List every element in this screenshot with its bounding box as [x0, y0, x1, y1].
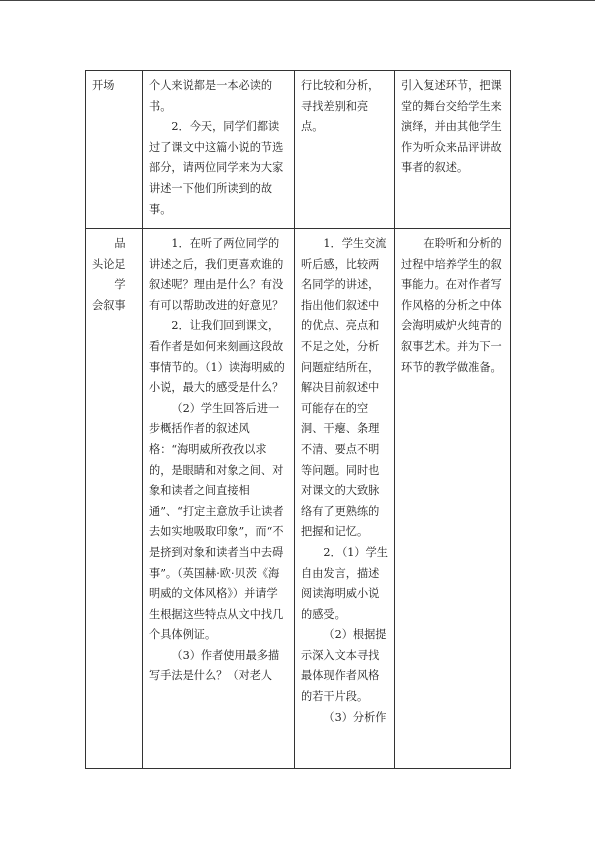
student-activity-cell	[295, 71, 395, 229]
table-row	[86, 229, 511, 769]
student-paragraph: 1．学生交流听后感，比较两名同学的讲述，指出他们叙述中的优点、亮点和不足之处，分析问题症结所在，解决目前叙述中可能存在的空洞、干瘪、条理不清、要点不明等问题。同时也对课文的大致脉络有了更熟练的把握和记忆。	[301, 237, 387, 539]
student-paragraph: （2）根据提示深入文本寻找最体现作者风格的若干片段。	[301, 628, 387, 704]
purpose-paragraph: 引入复述环节，把课堂的舞台交给学生来演绎，并由其他学生作为听众来品评讲故事者的叙述。	[401, 79, 502, 175]
teacher-activity-cell	[143, 229, 295, 769]
teacher-paragraph: （3）作者使用最多描写手法是什么？（对老人	[149, 648, 280, 683]
student-paragraph: 行比较和分析，寻找差别和亮点。	[301, 79, 380, 134]
purpose-paragraph: 在聆听和分析的过程中培养学生的叙事能力。在对作者写作风格的分析之中体会海明威炉火纯青的叙事艺术。并为下一环节的教学做准备。	[401, 237, 502, 374]
design-purpose-cell	[395, 229, 511, 769]
teacher-paragraph: 1．在听了两位同学的讲述之后，我们更喜欢谁的叙述呢？理由是什么？有没有可以帮助改进的好意见？	[149, 237, 284, 312]
table-row	[86, 71, 511, 229]
stage-cell	[86, 71, 143, 229]
teacher-activity-cell	[143, 71, 295, 229]
teacher-paragraph: 个人来说都是一本必读的书。	[149, 79, 273, 113]
teacher-paragraph: 2．让我们回到课文，看作者是如何来刻画这段故事情节的。（1）读海明威的小说，最大的感受是什么？	[149, 319, 285, 395]
lesson-plan-table	[85, 70, 511, 769]
page-top-rule	[0, 0, 595, 1]
stage-label: 开场	[92, 79, 115, 92]
design-purpose-cell	[395, 71, 511, 229]
student-activity-cell	[295, 229, 395, 769]
stage-label: 品头论足	[92, 237, 126, 271]
stage-label: 学会叙事	[92, 278, 126, 312]
teacher-paragraph: （2）学生回答后进一步概括作者的叙述风格：“海明威所孜孜以求的，是眼睛和对象之间、对象和读者之间直接相通”、“打定主意放手让读者去如实地吸取印象”，而“不是挤到对象和读者当中去碍事”。（英国赫·欧·贝茨《海明威的文体风格》）并请学生根据这些特点从文中找几个具体例证。	[149, 401, 284, 642]
student-paragraph: （3）分析作	[323, 710, 387, 724]
student-paragraph: 2．（1）学生自由发言，描述阅读海明威小说的感受。	[301, 545, 388, 621]
stage-cell	[86, 229, 143, 769]
teacher-paragraph: 2．今天，同学们都读过了课文中这篇小说的节选部分，请两位同学来为大家讲述一下他们所读到的故事。	[149, 120, 284, 216]
